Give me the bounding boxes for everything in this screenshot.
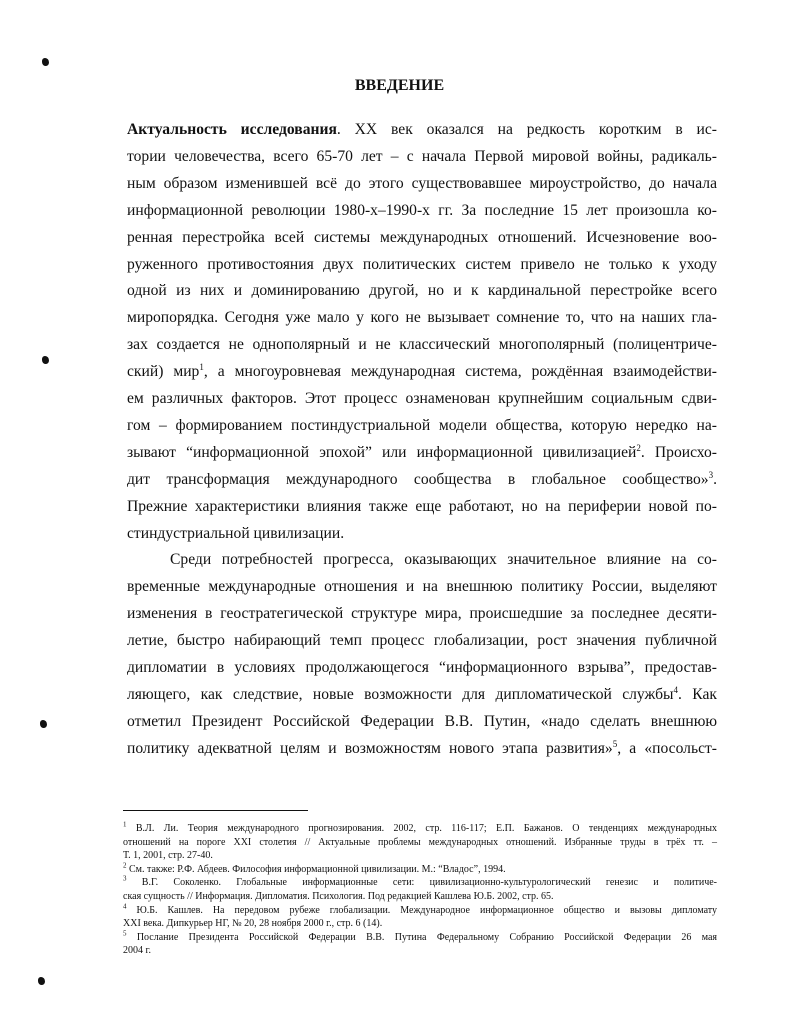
line-text: руженного противостояния двух политических систем привело не только к уходу (127, 255, 717, 273)
footnote-divider (123, 810, 308, 811)
scan-speck (42, 356, 49, 364)
body-line (127, 120, 717, 140)
line-text: Ю.Б. Кашлев. На передовом рубеже глобализации. Международное информационное общество и вызовы дипломату (126, 904, 717, 916)
line-text: В.Л. Ли. Теория международного прогнозирования. 2002, стр. 116-117; Е.П. Бажанов. О тенденциях международных (126, 823, 717, 834)
body-line (127, 739, 717, 759)
line-text: стиндустриальной цивилизации. (127, 524, 345, 542)
line-text: временные международные отношения и на внешнюю политику России, выделяют (127, 578, 717, 596)
body-line (127, 281, 717, 301)
footnote-line (123, 876, 717, 889)
line-text: дит трансформация международного сообщества в глобальное сообщество» (127, 470, 709, 488)
line-text-tail: . Происхо- (640, 443, 718, 461)
line-text: ным образом изменившей всё до этого существовавшее мироустройство, до начала (127, 174, 717, 192)
line-text: ский) мир (127, 363, 200, 381)
body-line (127, 631, 717, 651)
footnote-line (123, 822, 717, 835)
line-text-tail: , а многоуровневая международная система, рождённая взаимодействи- (203, 363, 717, 381)
bold-lead: Актуальность исследования (127, 121, 337, 138)
line-text-tail: . (713, 470, 717, 488)
footnote-line (123, 904, 717, 917)
footnote-ref: 3 (708, 469, 714, 480)
line-text: дипломатии в условиях продолжающегося “информационного взрыва”, предостав- (127, 659, 717, 676)
body-line (127, 174, 717, 194)
line-text: изменения в геостратегической структуре мира, происшедшие за последнее десяти- (127, 605, 717, 623)
footnote-ref: 1 (199, 361, 204, 372)
body-line (127, 604, 717, 624)
line-text: В.Г. Соколенко. Глобальные информационные сети: цивилизационно-культурологический генезис и политиче- (126, 877, 717, 889)
body-line (127, 685, 717, 705)
footnote-ref: 2 (636, 442, 641, 453)
footnote-number: 3 (123, 875, 127, 884)
line-text: Среди потребностей прогресса, оказывающих значительное влияние на со- (170, 551, 717, 569)
line-text: Прежние характеристики влияния также еще работают, но на периферии новой по- (127, 497, 717, 515)
line-text: . XX век оказался на редкость коротким в ис- (336, 121, 717, 138)
footnote-ref: 5 (612, 738, 618, 749)
body-line (127, 255, 717, 275)
body-line (127, 712, 717, 732)
body-line (127, 416, 717, 436)
body-line (127, 335, 717, 355)
line-text: тории человечества, всего 65-70 лет – с начала Первой мировой войны, радикаль- (127, 147, 717, 165)
line-text: информационной революции 1980-х–1990-х гг. За последние 15 лет произошла ко- (127, 201, 717, 219)
body-line (127, 362, 717, 382)
scan-speck (40, 720, 47, 728)
line-text: ем различных факторов. Этот процесс ознаменован крупнейшим социальным сдви- (127, 390, 717, 407)
line-text-tail: , а «посольст- (617, 739, 717, 757)
footnote-line (123, 836, 717, 849)
line-text: зывают “информационной эпохой” или информационной цивилизацией (127, 443, 637, 461)
footnote-line (123, 849, 717, 862)
body-line (127, 658, 717, 678)
footnote-line (123, 931, 717, 944)
footnote-line (123, 890, 717, 903)
line-text: Послание Президента Российской Федерации В.В. Путина Федеральному Собранию Российской Федерации 26 мая (126, 931, 717, 943)
line-text: отметил Президент Российской Федерации В.В. Путин, «надо сделать внешнюю (127, 712, 717, 730)
line-text: ляющего, как следствие, новые возможности для дипломатической службы (127, 685, 674, 703)
footnote-ref: 4 (673, 684, 678, 695)
body-line (127, 308, 717, 328)
line-text: ская сущность // Информация. Дипломатия. Психология. Под редакцией Кашлева Ю.Б. 2002, стр. 65. (123, 891, 554, 902)
footnote-line (123, 863, 717, 876)
body-line (127, 147, 717, 167)
line-text: XXI века. Дипкурьер НГ, № 20, 28 ноября 2000 г., стр. 6 (14). (123, 918, 383, 930)
line-text: летие, быстро набирающий темп процесс глобализации, рост значения публичной (127, 632, 717, 650)
body-line (127, 443, 717, 463)
footnote-line (123, 944, 717, 957)
footnote-number: 5 (123, 929, 127, 938)
scan-speck (42, 58, 49, 66)
line-text: зах создается не однополярный и не классический многополярный (полицентриче- (127, 336, 717, 354)
body-line (127, 201, 717, 221)
line-text: гом – формированием постиндустриальной модели общества, которую нередко на- (127, 416, 717, 434)
line-text: миропорядка. Сегодня уже мало у кого не вызывает сомнение то, что на наших гла- (127, 309, 717, 327)
footnote-number: 1 (123, 820, 127, 829)
line-text: политику адекватной целям и возможностям нового этапа развития» (127, 739, 613, 757)
line-text: См. также: Р.Ф. Абдеев. Философия информационной цивилизации. М.: “Владос”, 1994. (126, 863, 506, 875)
body-line (170, 550, 717, 570)
line-text: отношений на пороге XXI столетия // Актуальные проблемы международных отношений. Избранные труды в трёх тт. – (123, 836, 717, 848)
line-text-tail: . Как (678, 685, 717, 703)
body-line (127, 228, 717, 248)
footnote-number: 2 (123, 861, 127, 870)
body-line (127, 389, 717, 409)
body-line (127, 577, 717, 597)
body-line (127, 524, 717, 544)
page-title: ВВЕДЕНИЕ (354, 77, 445, 94)
scan-speck (38, 977, 45, 985)
footnote-line (123, 917, 717, 930)
line-text: ренная перестройка всей системы международных отношений. Исчезновение воо- (127, 228, 717, 246)
footnote-number: 4 (123, 902, 127, 911)
line-text: Т. 1, 2001, стр. 27-40. (123, 850, 213, 862)
body-line (127, 497, 717, 517)
line-text: 2004 г. (123, 945, 151, 957)
body-line (127, 470, 717, 490)
line-text: одной из них и доминированию другой, но и к кардинальной перестройке всего (127, 282, 717, 300)
